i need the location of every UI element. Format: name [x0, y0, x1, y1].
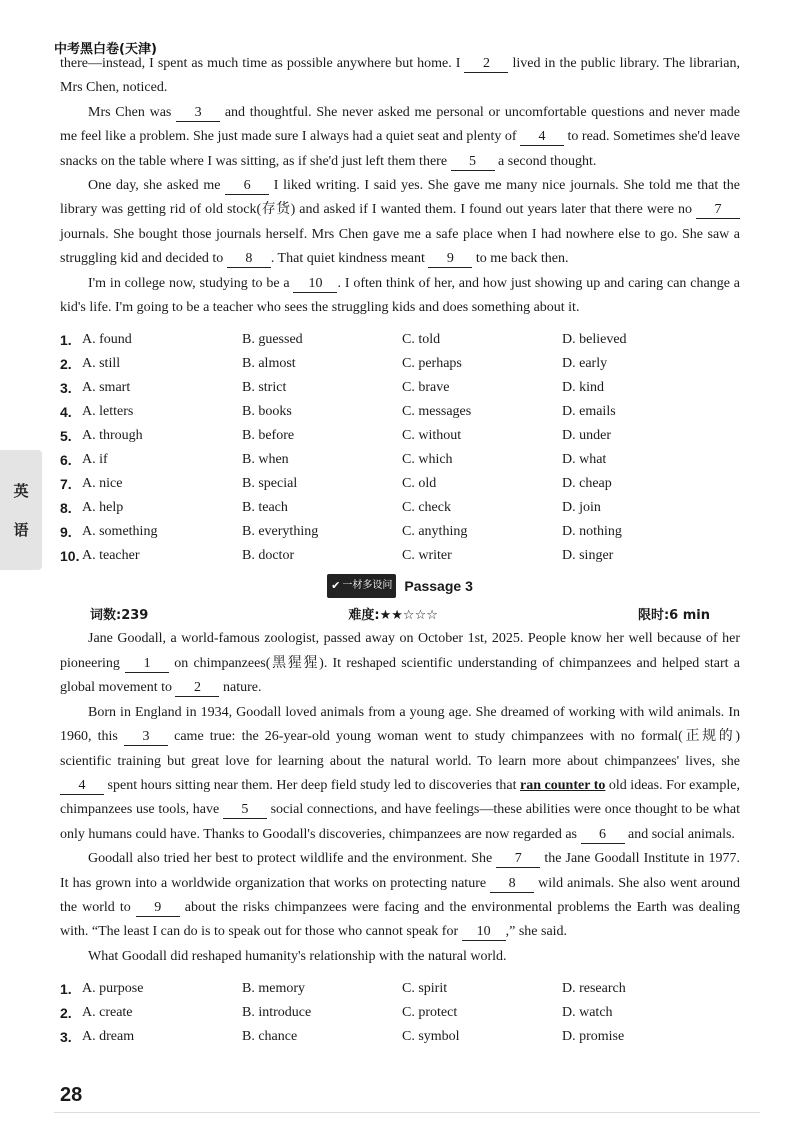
option-d[interactable]: D. cheap	[562, 476, 612, 492]
blank-8[interactable]: 8	[227, 251, 271, 268]
page-content	[60, 52, 740, 1049]
option-a[interactable]: A. still	[82, 356, 121, 372]
option-a[interactable]: A. nice	[82, 476, 123, 492]
blank-5[interactable]: 5	[451, 154, 495, 171]
option-d[interactable]: D. believed	[562, 332, 627, 348]
passage3-paragraph-1: Jane Goodall, a world-famous zoologist, passed away on October 1st, 2025. People know her well because of her pioneering 1 on chimpanzees(黑猩猩). It reshaped scientific understanding of chimpanzees and helped start a global movement to 2 nature.	[60, 631, 740, 696]
option-a[interactable]: A. dream	[82, 1029, 135, 1045]
option-b[interactable]: B. when	[242, 452, 289, 468]
p3-blank-5[interactable]: 5	[223, 802, 267, 819]
blank-2[interactable]: 2	[464, 56, 508, 73]
question-number: 8.	[60, 500, 72, 517]
option-a[interactable]: A. teacher	[82, 548, 140, 564]
question-number: 1.	[60, 332, 72, 349]
p3-blank-7[interactable]: 7	[496, 851, 540, 868]
option-a[interactable]: A. something	[82, 524, 158, 540]
p3-blank-4[interactable]: 4	[60, 778, 104, 795]
question-number: 10.	[60, 548, 80, 565]
subject-side-tab	[0, 450, 42, 570]
blank-4[interactable]: 4	[520, 129, 564, 146]
option-c[interactable]: C. old	[402, 476, 437, 492]
passage3-option-row	[60, 977, 740, 1001]
passage2-option-row	[60, 352, 740, 376]
passage3-meta	[60, 604, 740, 623]
check-icon: ✔	[331, 579, 341, 593]
p3-blank-10[interactable]: 10	[462, 924, 506, 941]
option-c[interactable]: C. writer	[402, 548, 452, 564]
p3-blank-2[interactable]: 2	[175, 680, 219, 697]
blank-9[interactable]: 9	[428, 251, 472, 268]
p3-blank-8[interactable]: 8	[490, 876, 534, 893]
option-b[interactable]: B. memory	[242, 981, 305, 997]
page-header: 中考黑白卷(天津)	[54, 42, 157, 57]
side-tab-char-2: 语	[13, 521, 29, 539]
option-b[interactable]: B. everything	[242, 524, 319, 540]
question-number: 3.	[60, 380, 72, 397]
option-c[interactable]: C. spirit	[402, 981, 448, 997]
option-d[interactable]: D. under	[562, 428, 611, 444]
option-c[interactable]: C. protect	[402, 1005, 458, 1021]
option-c[interactable]: C. symbol	[402, 1029, 460, 1045]
p3-blank-1[interactable]: 1	[125, 656, 169, 673]
option-a[interactable]: A. found	[82, 332, 132, 348]
passage2-option-row	[60, 424, 740, 448]
passage2-paragraph-2: Mrs Chen was 3 and thoughtful. She never asked me personal or uncomfortable questions and never made me feel like a problem. She just made sure I always had a quiet seat and plenty of 4 to read. Sometimes she'd leave snacks on the table where I was sitting, as if she'd just left them there 5 a second thought.	[60, 104, 740, 169]
option-d[interactable]: D. what	[562, 452, 607, 468]
blank-3[interactable]: 3	[176, 105, 220, 122]
option-a[interactable]: A. smart	[82, 380, 131, 396]
passage3-paragraph-4: What Goodall did reshaped humanity's relationship with the natural world.	[88, 948, 507, 964]
p3-blank-3[interactable]: 3	[124, 729, 168, 746]
option-b[interactable]: B. before	[242, 428, 295, 444]
footer-divider	[54, 1112, 760, 1113]
question-number: 5.	[60, 428, 72, 445]
difficulty: 难度:★★☆☆☆	[348, 608, 438, 624]
option-a[interactable]: A. purpose	[82, 981, 144, 997]
option-c[interactable]: C. messages	[402, 404, 472, 420]
passage2-options	[60, 328, 740, 568]
option-b[interactable]: B. teach	[242, 500, 288, 516]
question-number: 2.	[60, 1005, 72, 1022]
option-d[interactable]: D. early	[562, 356, 608, 372]
option-d[interactable]: D. join	[562, 500, 601, 516]
option-b[interactable]: B. guessed	[242, 332, 303, 348]
blank-7[interactable]: 7	[696, 202, 740, 219]
passage2-paragraph-4: I'm in college now, studying to be a 10 . I often think of her, and how just showing up and caring can change a kid's life. I'm going to be a teacher who sees the struggling kids and does something about it.	[60, 275, 740, 316]
option-d[interactable]: D. emails	[562, 404, 616, 420]
option-a[interactable]: A. if	[82, 452, 108, 468]
passage2-paragraph-1: there—instead, I spent as much time as possible anywhere but home. I 2 lived in the public library. The librarian, Mrs Chen, noticed.	[60, 56, 740, 96]
passage2-paragraph-3: One day, she asked me 6 I liked writing. I said yes. She gave me many nice journals. She told me that the library was getting rid of old stock(存货) and asked if I wanted them. I found out years later that there were no 7 journals. She bought those journals herself. Mrs Chen gave me a safe place when I had nowhere else to go. She saw a struggling kid and decided to 8 . That quiet kindness meant 9 to me back then.	[60, 178, 740, 267]
option-b[interactable]: B. almost	[242, 356, 296, 372]
option-b[interactable]: B. doctor	[242, 548, 295, 564]
option-b[interactable]: B. books	[242, 404, 292, 420]
option-c[interactable]: C. perhaps	[402, 356, 462, 372]
passage3-option-row	[60, 1025, 740, 1049]
option-b[interactable]: B. chance	[242, 1029, 298, 1045]
side-tab-char-1: 英	[13, 482, 29, 500]
option-c[interactable]: C. anything	[402, 524, 468, 540]
passage3-title-row	[60, 574, 740, 598]
option-b[interactable]: B. special	[242, 476, 298, 492]
option-d[interactable]: D. nothing	[562, 524, 622, 540]
question-number: 2.	[60, 356, 72, 373]
passage2-option-row	[60, 448, 740, 472]
option-a[interactable]: A. create	[82, 1005, 133, 1021]
option-d[interactable]: D. singer	[562, 548, 614, 564]
passage3-paragraph-2: Born in England in 1934, Goodall loved animals from a young age. She dreamed of working with wild animals. In 1960, this 3 came true: the 26-year-old young woman went to study chimpanzees with no formal(正规的) scientific training but great love for learning about the natural world. To learn more about chimpanzees' lives, she 4 spent hours sitting near them. Her deep field study led to discoveries that ran counter to old ideas. For example, chimpanzees use tools, have 5 social connections, and have feelings—these abilities were once thought to be what only humans could have. Thanks to Goodall's discoveries, chimpanzees are now regarded as 6 and social animals.	[60, 704, 741, 842]
option-d[interactable]: D. watch	[562, 1005, 613, 1021]
question-number: 4.	[60, 404, 72, 421]
p3-blank-6[interactable]: 6	[581, 827, 625, 844]
question-number: 6.	[60, 452, 72, 469]
option-a[interactable]: A. through	[82, 428, 143, 444]
question-number: 1.	[60, 981, 72, 998]
passage3-options	[60, 977, 740, 1049]
option-c[interactable]: C. without	[402, 428, 462, 444]
question-number: 9.	[60, 524, 72, 541]
passage3-option-row	[60, 1001, 740, 1025]
option-d[interactable]: D. research	[562, 981, 626, 997]
option-a[interactable]: A. letters	[82, 404, 134, 420]
multi-question-tag: ✔ 一材多设问	[327, 574, 396, 598]
page-number: 28	[60, 1084, 83, 1106]
option-b[interactable]: B. strict	[242, 380, 287, 396]
question-number: 3.	[60, 1029, 72, 1046]
passage2-option-row	[60, 328, 740, 352]
option-b[interactable]: B. introduce	[242, 1005, 312, 1021]
highlighted-phrase: ran counter to	[520, 777, 606, 793]
passage2-option-row	[60, 376, 740, 400]
passage2-option-row	[60, 520, 740, 544]
option-c[interactable]: C. told	[402, 332, 441, 348]
blank-6[interactable]: 6	[225, 178, 269, 195]
p3-blank-9[interactable]: 9	[136, 900, 180, 917]
passage2-option-row	[60, 472, 740, 496]
passage2-option-row	[60, 400, 740, 424]
time-limit: 限时:6 min	[637, 608, 710, 624]
option-a[interactable]: A. help	[82, 500, 124, 516]
word-count: 词数:239	[90, 608, 149, 624]
blank-10[interactable]: 10	[293, 276, 337, 293]
option-c[interactable]: C. check	[402, 500, 451, 516]
option-d[interactable]: D. promise	[562, 1029, 625, 1045]
option-d[interactable]: D. kind	[562, 380, 604, 396]
question-number: 7.	[60, 476, 72, 493]
passage2-option-row	[60, 544, 740, 568]
passage3-paragraph-3: Goodall also tried her best to protect wildlife and the environment. She 7 the Jane Goodall Institute in 1977. It has grown into a worldwide organization that works on protecting nature 8 wild animals. She also went around the world to 9 about the risks chimpanzees were facing and the environmental problems the Earth was dealing with. “The least I can do is to speak out for those who cannot speak for 10 ,” she said.	[60, 851, 740, 940]
passage2-option-row	[60, 496, 740, 520]
option-c[interactable]: C. which	[402, 452, 453, 468]
passage3-title: Passage 3	[404, 578, 473, 595]
option-c[interactable]: C. brave	[402, 380, 450, 396]
